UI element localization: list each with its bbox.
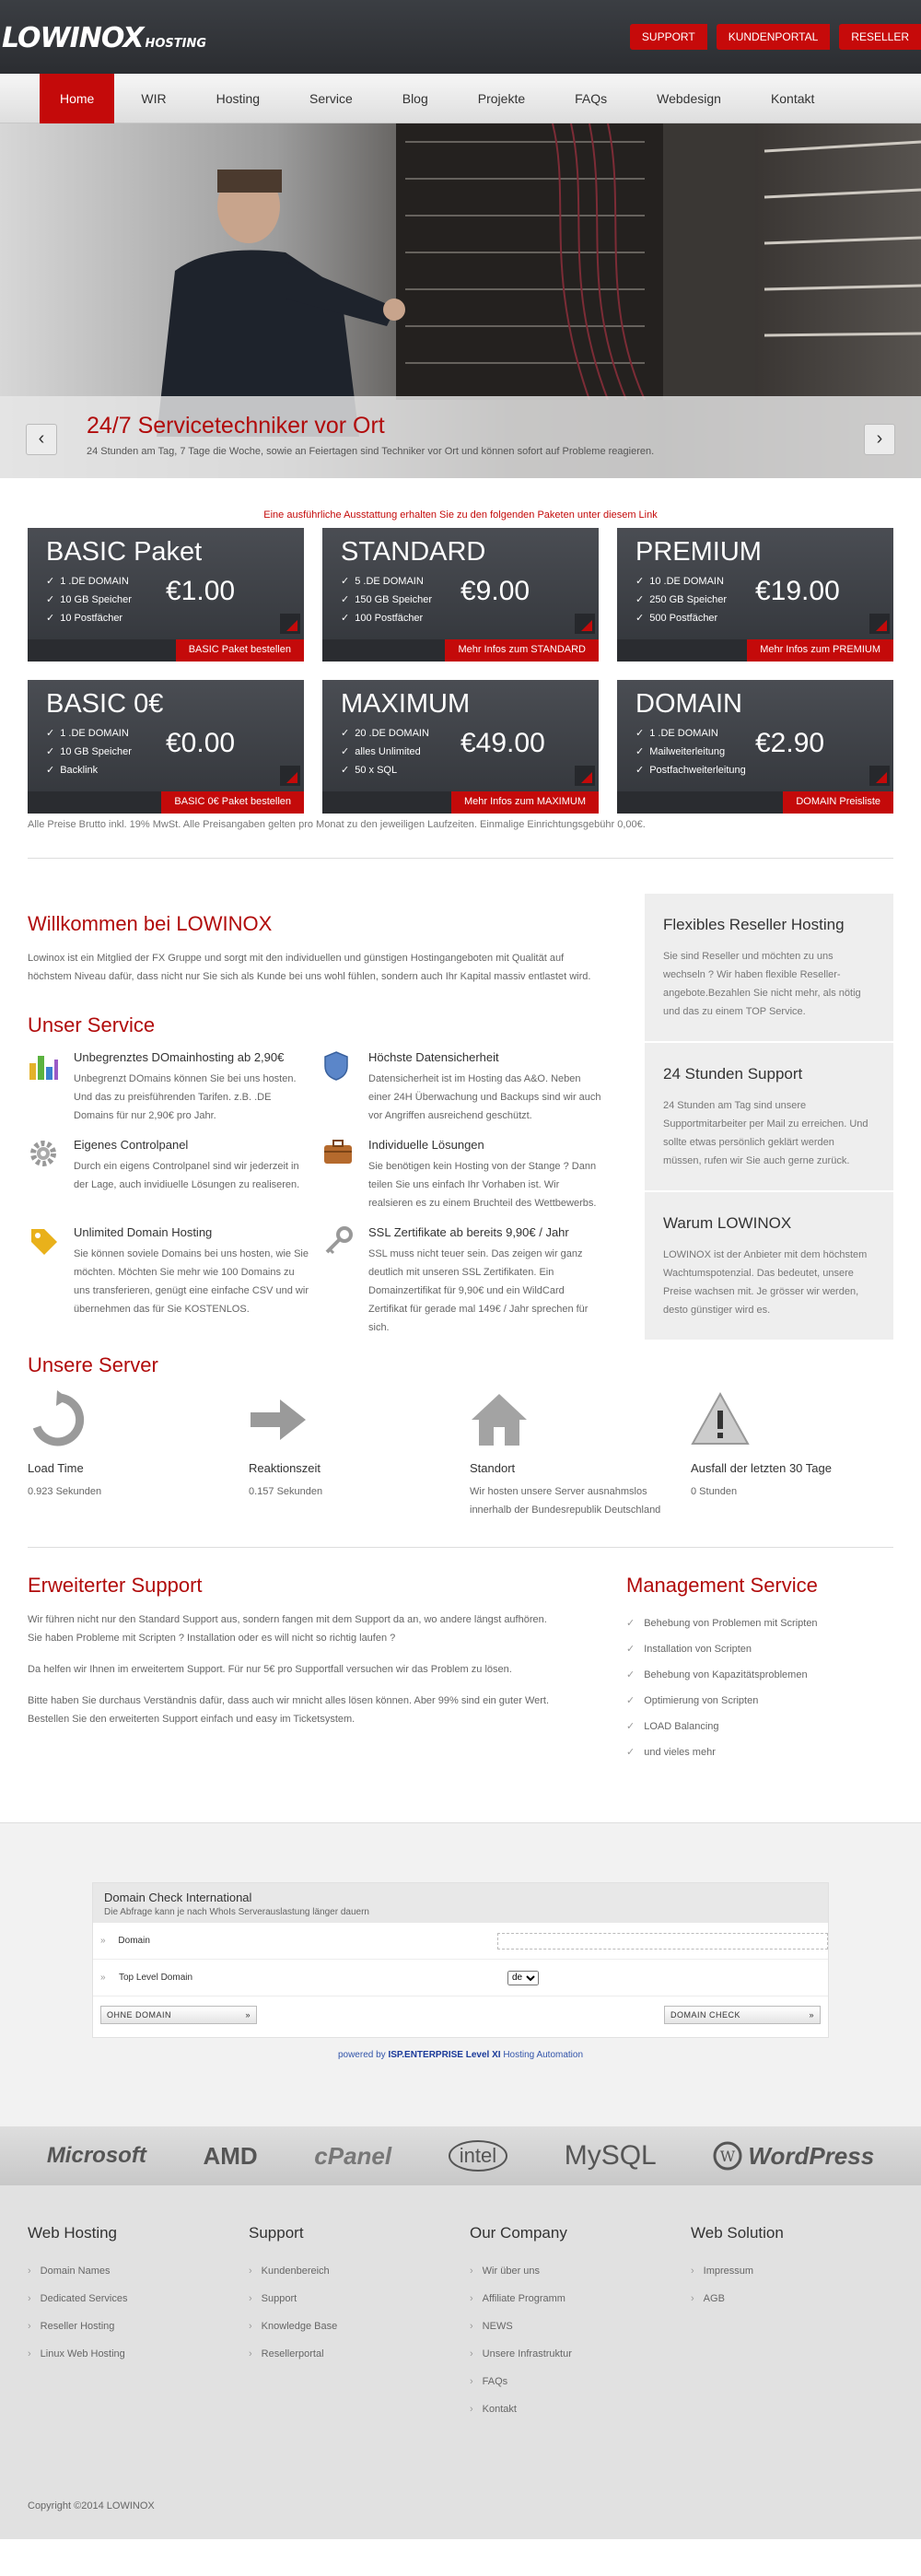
server-stat <box>691 1390 912 1519</box>
briefcase-icon <box>322 1138 368 1212</box>
top-links <box>630 24 921 50</box>
domain-label: Domain <box>118 1936 150 1946</box>
management-item: ✓ Behebung von Problemen mit Scripten <box>626 1610 893 1636</box>
servers-title: Unsere Server <box>28 1353 158 1376</box>
sidebar-box-text: LOWINOX ist der Anbieter mit dem höchstem Wachtumspotenzial. Das bedeutet, unsere Preise wachsen mit. Je grösser wir werden, desto günstiger wird es. <box>663 1249 868 1316</box>
server-stat <box>28 1390 249 1519</box>
chevron-right-icon: › <box>876 428 883 449</box>
package-feature: ✓ 20 .DE DOMAIN <box>341 724 429 743</box>
package-feature: ✓ 150 GB Speicher <box>341 591 432 609</box>
package-order-button[interactable]: BASIC Paket bestellen <box>176 639 304 662</box>
support-link[interactable]: SUPPORT <box>630 24 707 50</box>
domain-check-button[interactable]: DOMAIN CHECK » <box>664 2006 821 2024</box>
service-item-text: Durch ein eigens Controlpanel sind wir jederzeit in der Lage, auch invidiuelle Lösungen zu realiseren. <box>74 1161 300 1190</box>
domain-check-form <box>92 1882 829 2038</box>
package-order-button[interactable]: Mehr Infos zum STANDARD <box>445 639 599 662</box>
server-stat-value: Wir hosten unsere Server ausnahmslos innerhalb der Bundesrepublik Deutschland <box>470 1486 661 1516</box>
support-text: Wir führen nicht nur den Standard Support aus, sondern fangen mit dem Support da an, wo andere längst aufhören. Sie haben Probleme mit Scripten ? Installation oder es will nicht so richtig laufen ? <box>28 1614 547 1644</box>
support-title: Erweiterter Support <box>28 1574 203 1597</box>
footer-link[interactable]: › Linux Web Hosting <box>28 2340 249 2368</box>
package-card <box>322 680 599 814</box>
packages-notice-link[interactable]: Eine ausführliche Ausstattung erhalten Sie zu den folgenden Paketen unter diesem Link <box>263 509 658 521</box>
footer-link[interactable]: › Wir über uns <box>470 2257 691 2285</box>
package-name: STANDARD <box>341 537 486 567</box>
package-name: BASIC 0€ <box>46 689 164 719</box>
divider <box>28 1547 893 1548</box>
footer-link[interactable]: › Knowledge Base <box>249 2313 470 2340</box>
microsoft-logo: Microsoft <box>46 2143 146 2168</box>
corner-arrow-icon <box>575 766 595 786</box>
service-item <box>322 1138 608 1212</box>
service-title: Unser Service <box>28 1013 156 1036</box>
chevron-right-icon: » <box>809 2010 814 2020</box>
footer-link[interactable]: › FAQs <box>470 2368 691 2395</box>
nav-webdesign[interactable]: Webdesign <box>657 91 721 106</box>
footer-col-title: Support <box>249 2224 304 2242</box>
footer-col-title: Web Solution <box>691 2224 784 2242</box>
package-feature: ✓ Postfachweiterleitung <box>635 761 746 779</box>
chevron-right-icon: » <box>245 2010 251 2020</box>
package-card <box>617 680 893 814</box>
corner-arrow-icon <box>280 614 300 634</box>
sidebar-box <box>645 1192 893 1341</box>
hero-slider <box>0 123 921 478</box>
nav-projekte[interactable]: Projekte <box>477 91 526 106</box>
partner-logos <box>0 2126 921 2185</box>
package-order-button[interactable]: Mehr Infos zum MAXIMUM <box>451 791 599 814</box>
package-feature: ✓ Mailweiterleitung <box>635 743 746 761</box>
package-grid <box>0 528 921 814</box>
support-text: Da helfen wir Ihnen im erweitertem Support. Für nur 5€ pro Supportfall versuchen wir das Problem zu lösen. <box>28 1664 512 1675</box>
package-order-button[interactable]: Mehr Infos zum PREMIUM <box>747 639 893 662</box>
nav-faqs[interactable]: FAQs <box>575 91 608 106</box>
footer-link[interactable]: › Resellerportal <box>249 2340 470 2368</box>
management-title: Management Service <box>626 1574 818 1597</box>
home-icon <box>470 1390 691 1452</box>
footer-link[interactable]: › AGB <box>691 2285 912 2313</box>
service-item-title: Unlimited Domain Hosting <box>74 1225 213 1239</box>
footer-col-title: Web Hosting <box>28 2224 118 2242</box>
package-name: PREMIUM <box>635 537 762 567</box>
nav-blog[interactable]: Blog <box>402 91 428 106</box>
package-price: €1.00 <box>166 576 236 606</box>
management-item: ✓ Optimierung von Scripten <box>626 1688 893 1714</box>
hero-caption <box>0 396 921 478</box>
management-item: ✓ LOAD Balancing <box>626 1714 893 1739</box>
footer-link[interactable]: › Domain Names <box>28 2257 249 2285</box>
package-feature: ✓ 1 .DE DOMAIN <box>635 724 746 743</box>
nav-hosting[interactable]: Hosting <box>216 91 261 106</box>
service-item <box>322 1050 608 1125</box>
package-price: €9.00 <box>460 576 530 606</box>
service-item-title: Eigenes Controlpanel <box>74 1138 189 1152</box>
footer-link[interactable]: › Impressum <box>691 2257 912 2285</box>
corner-arrow-icon <box>869 614 890 634</box>
package-feature: ✓ 10 .DE DOMAIN <box>635 572 727 591</box>
corner-arrow-icon <box>575 614 595 634</box>
package-feature: ✓ alles Unlimited <box>341 743 429 761</box>
top-header <box>0 0 921 74</box>
key-icon <box>322 1225 368 1337</box>
footer-link[interactable]: › Support <box>249 2285 470 2313</box>
server-stat <box>249 1390 470 1519</box>
service-item-text: Datensicherheit ist im Hosting das A&O. Neben einer 24H Überwachung und Backups sind wir auch vor Angriffen ausreichend geschützt. <box>368 1073 601 1121</box>
service-item <box>28 1138 322 1212</box>
footer-link[interactable]: › Kontakt <box>470 2395 691 2423</box>
warning-icon <box>691 1390 912 1452</box>
nav-wir[interactable]: WIR <box>141 91 167 106</box>
slider-prev-button[interactable] <box>26 424 57 455</box>
service-item <box>28 1050 322 1125</box>
package-price: €19.00 <box>755 576 840 606</box>
mysql-logo: MySQL <box>564 2140 657 2171</box>
domain-check-subtitle: Die Abfrage kann je nach WhoIs Serverauslastung länger dauern <box>104 1907 369 1917</box>
sidebar-box-title: 24 Stunden Support <box>663 1065 803 1083</box>
service-item-title: SSL Zertifikate ab bereits 9,90€ / Jahr <box>368 1225 569 1239</box>
package-card <box>617 528 893 662</box>
tag-icon <box>28 1225 74 1337</box>
sidebar-box-text: Sie sind Reseller und möchten zu uns wechseln ? Wir haben flexible Reseller-angebote.Bezahlen Sie nicht mehr, als nötig und das zu einem TOP Service. <box>663 951 861 1017</box>
footer-link[interactable]: › Affiliate Programm <box>470 2285 691 2313</box>
footer-link[interactable]: › Kundenbereich <box>249 2257 470 2285</box>
sidebar-box-title: Flexibles Reseller Hosting <box>663 916 845 933</box>
shield-icon <box>322 1050 368 1125</box>
package-order-button[interactable]: DOMAIN Preisliste <box>783 791 893 814</box>
svg-text:W: W <box>720 2148 736 2165</box>
package-feature: ✓ 5 .DE DOMAIN <box>341 572 432 591</box>
service-item-text: Sie benötigen kein Hosting von der Stange ? Dann teilen Sie uns einfach Ihr Vorhaben ist. Wir realsieren es zu einem Bruchteil des Wettbewerbs. <box>368 1161 597 1209</box>
site-logo[interactable]: LOWINOX HOSTING <box>2 22 207 54</box>
corner-arrow-icon <box>280 766 300 786</box>
sidebar-box <box>645 894 893 1043</box>
hero-text: 24 Stunden am Tag, 7 Tage die Woche, sowie an Feiertagen sind Techniker vor Ort und können sofort auf Probleme reagieren. <box>87 446 655 457</box>
package-feature: ✓ 50 x SQL <box>341 761 429 779</box>
server-stat-title: Ausfall der letzten 30 Tage <box>691 1461 832 1475</box>
server-stat-title: Reaktionszeit <box>249 1461 321 1475</box>
management-item: ✓ und vieles mehr <box>626 1739 893 1765</box>
package-name: MAXIMUM <box>341 689 471 719</box>
copyright: Copyright ©2014 LOWINOX <box>28 2500 155 2512</box>
package-feature: ✓ 500 Postfächer <box>635 609 727 627</box>
footer-link[interactable]: › NEWS <box>470 2313 691 2340</box>
package-name: BASIC Paket <box>46 537 203 567</box>
package-card <box>28 680 304 814</box>
package-price: €49.00 <box>460 728 545 758</box>
amd-logo: AMD <box>203 2141 258 2170</box>
service-item-text: Unbegrenzt DOmains können Sie bei uns hosten. Und das zu preisführenden Tarifen. z.B. .DE Domains für nur 2,90€ pro Jahr. <box>74 1073 297 1121</box>
nav-home[interactable]: Home <box>40 70 114 123</box>
reseller-link[interactable]: RESELLER <box>839 24 921 50</box>
server-stat-title: Load Time <box>28 1461 84 1475</box>
footer-link[interactable]: › Reseller Hosting <box>28 2313 249 2340</box>
package-feature: ✓ 100 Postfächer <box>341 609 432 627</box>
package-card <box>322 528 599 662</box>
package-feature: ✓ 10 GB Speicher <box>46 591 132 609</box>
package-price: €2.90 <box>755 728 825 758</box>
service-item <box>322 1225 608 1337</box>
corner-arrow-icon <box>869 766 890 786</box>
package-feature: ✓ 10 GB Speicher <box>46 743 132 761</box>
service-item-text: SSL muss nicht teuer sein. Das zeigen wir ganz deutlich mit unseren SSL Zertifikaten. Ein Domainzertifikat für 9,90€ und ein WildCard Zertifikat für gerade mal 149€ / Jahr sprechen für sich. <box>368 1248 589 1333</box>
package-feature: ✓ 250 GB Speicher <box>635 591 727 609</box>
nav-kontakt[interactable]: Kontakt <box>770 91 815 106</box>
refresh-icon <box>28 1390 249 1452</box>
domain-check-title: Domain Check International <box>104 1891 252 1904</box>
bullet-icon: » <box>100 1973 106 1983</box>
support-text: Bitte haben Sie durchaus Verständnis dafür, dass auch wir mnicht alles lösen können. Aber 99% sind ein guter Wert. Bestellen Sie den erweiterten Support einfach und easy im Ticketsystem. <box>28 1695 550 1725</box>
domain-input[interactable] <box>497 1933 828 1950</box>
package-feature: ✓ 1 .DE DOMAIN <box>46 572 132 591</box>
service-item-title: Unbegrenztes DOmainhosting ab 2,90€ <box>74 1050 285 1064</box>
intel-logo: intel <box>449 2140 507 2172</box>
package-feature: ✓ 10 Postfächer <box>46 609 132 627</box>
vat-note: Alle Preise Brutto inkl. 19% MwSt. Alle Preisangaben gelten pro Monat zu den jeweiligen Laufzeiten. Einmalige Einrichtungsgebühr 0,00€. <box>28 819 646 830</box>
nav-service[interactable]: Service <box>309 91 353 106</box>
management-item: ✓ Behebung von Kapazitätsproblemen <box>626 1662 893 1688</box>
footer-link[interactable]: › Unsere Infrastruktur <box>470 2340 691 2368</box>
server-stat-title: Standort <box>470 1461 516 1475</box>
service-item-text: Sie können soviele Domains bei uns hosten, wie Sie möchten. Möchten Sie mehr wie 100 Domains zu uns transferieren, genügt eine einfache CSV und wir übernehmen das für Sie KOSTENLOS. <box>74 1248 309 1315</box>
arrow-right-icon <box>249 1390 470 1452</box>
management-item: ✓ Installation von Scripten <box>626 1636 893 1662</box>
package-price: €0.00 <box>166 728 236 758</box>
footer-col-title: Our Company <box>470 2224 567 2242</box>
kundenportal-link[interactable]: KUNDENPORTAL <box>717 24 831 50</box>
slider-next-button[interactable] <box>864 424 895 455</box>
footer-link[interactable]: › Dedicated Services <box>28 2285 249 2313</box>
welcome-text: Lowinox ist ein Mitglied der FX Gruppe und sorgt mit den individuellen und günstigen Hostingangeboten mit Qualität auf höchstem Niveau dafür, dass nicht nur Sie sich als Kunde bei uns wohl fühlen, sondern auch Ihr Kapital massiv entlastet wird. <box>28 953 591 982</box>
package-card <box>28 528 304 662</box>
hero-title: 24/7 Servicetechniker vor Ort <box>87 413 385 439</box>
sidebar-box-title: Warum LOWINOX <box>663 1214 792 1232</box>
service-item-title: Individuelle Lösungen <box>368 1138 484 1152</box>
server-stat <box>470 1390 691 1519</box>
server-stat-value: 0.157 Sekunden <box>249 1486 323 1497</box>
sidebar-box <box>645 1043 893 1192</box>
tld-label: Top Level Domain <box>119 1973 193 1983</box>
welcome-title: Willkommen bei LOWINOX <box>28 912 273 935</box>
server-stat-value: 0.923 Sekunden <box>28 1486 102 1497</box>
package-feature: ✓ Backlink <box>46 761 132 779</box>
chart-icon <box>28 1050 74 1125</box>
package-order-button[interactable]: BASIC 0€ Paket bestellen <box>161 791 304 814</box>
tld-select[interactable] <box>507 1971 539 1985</box>
gear-icon <box>28 1138 74 1212</box>
chevron-left-icon: ‹ <box>38 428 45 449</box>
wordpress-logo: W WordPress <box>713 2141 874 2171</box>
divider <box>28 858 893 859</box>
main-nav <box>0 74 921 123</box>
sidebar-box-text: 24 Stunden am Tag sind unsere Supportmitarbeiter per Mail zu erreichen. Und sollte etwas persönlich geklärt werden müssen, rufen wir Sie auch gerne zurück. <box>663 1100 869 1166</box>
package-feature: ✓ 1 .DE DOMAIN <box>46 724 132 743</box>
service-item <box>28 1225 322 1337</box>
package-name: DOMAIN <box>635 689 742 719</box>
domain-check-section <box>0 1822 921 2126</box>
without-domain-button[interactable]: OHNE DOMAIN » <box>100 2006 257 2024</box>
footer <box>0 2185 921 2539</box>
service-item-title: Höchste Datensicherheit <box>368 1050 499 1064</box>
wordpress-icon <box>713 2141 742 2171</box>
powered-by-link[interactable]: powered by ISP.ENTERPRISE Level XI Hosting Automation <box>337 2050 584 2060</box>
bullet-icon: » <box>100 1936 106 1946</box>
server-stat-value: 0 Stunden <box>691 1486 738 1497</box>
cpanel-logo: cPanel <box>314 2141 392 2170</box>
technician-image <box>101 160 405 437</box>
